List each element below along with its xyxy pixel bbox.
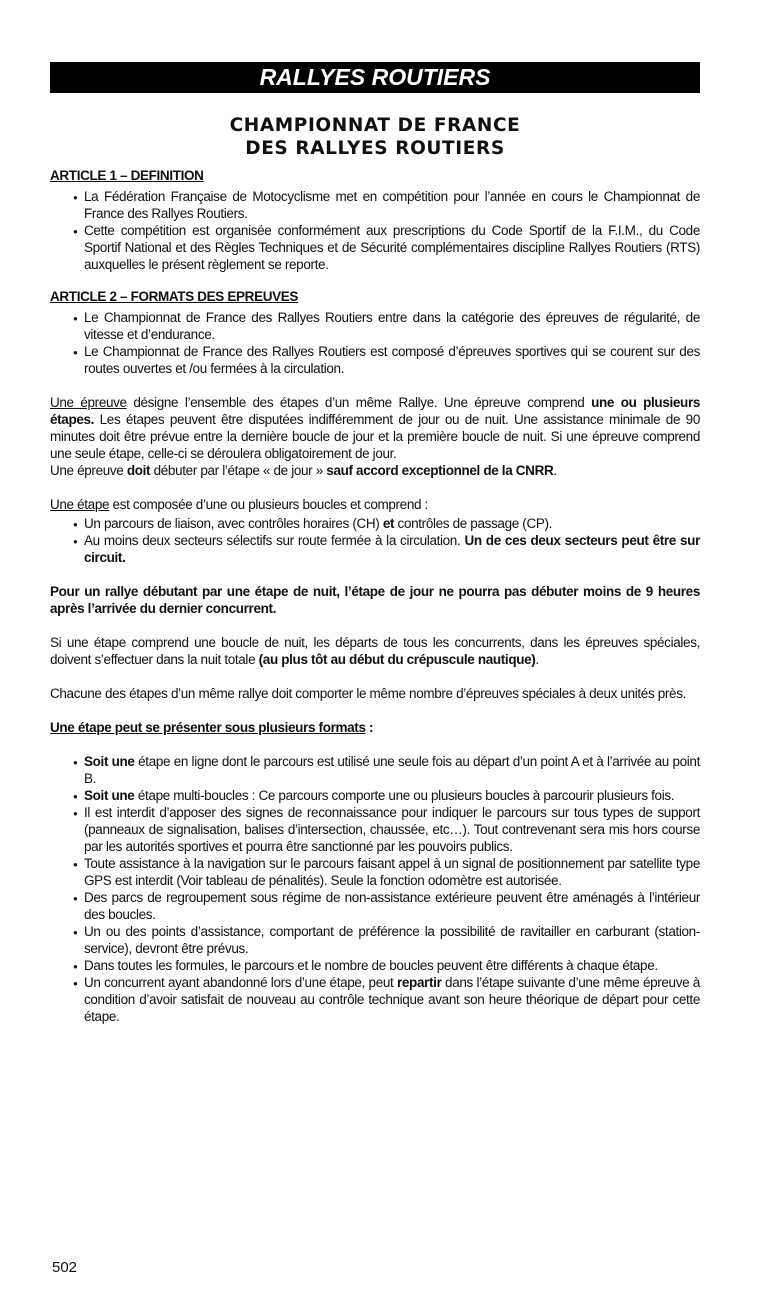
text-span: . (535, 652, 539, 667)
page-title (50, 114, 700, 160)
title-line-2: DES RALLYES ROUTIERS (245, 138, 505, 159)
bold-span: (au plus tôt au début du crépuscule nautique) (258, 652, 536, 667)
text-span: désigne l’ensemble des étapes d’un même Rallye. Une épreuve comprend (126, 395, 592, 410)
night-loop-paragraph (50, 634, 700, 668)
text-span: Les étapes peuvent être disputées indifféremment de jour ou de nuit. Une assistance minimale de 90 minutes doit être prévue entre la dernière boucle de jour et la première boucle de nuit. Si une épreuve comprend une seule étape, celle-ci se déroulera obligatoirement de jour. (50, 412, 700, 461)
etape-term: Une étape (50, 497, 110, 512)
list-item: ● Dans toutes les formules, le parcours et le nombre de boucles peuvent être différents à chaque étape. (76, 957, 700, 974)
list-item: ● Cette compétition est organisée conformément aux prescriptions du Code Sportif de la F.I.M., du Code Sportif National et des Règles Techniques et de Sécurité complémentaires discipline Rallyes Routiers (RTS) auxquelles le présent règlement se reporte. (76, 222, 700, 273)
list-item: ● Le Championnat de France des Rallyes Routiers entre dans la catégorie des épreuves de régularité, de vitesse et d’endurance. (76, 309, 700, 343)
list-item: ● Toute assistance à la navigation sur le parcours faisant appel à un signal de positionnement par satellite type GPS est interdit (Voir tableau de pénalités). Seule la fonction odomètre est autorisée. (76, 855, 700, 889)
list-item: ● Un ou des points d’assistance, comportant de préférence la possibilité de ravitailler en carburant (station-service), devront être prévus. (76, 923, 700, 957)
text-span: dans l’étape suivante d’une même épreuve à condition d’avoir satisfait de nouveau au contrôle technique avant son heure théorique de départ pour cette étape. (84, 975, 700, 1024)
bold-span: Un de ces deux secteurs peut être sur circuit. (84, 533, 700, 565)
text-span: Une épreuve (50, 463, 127, 478)
same-count-paragraph: Chacune des étapes d’un même rallye doit comporter le même nombre d’épreuves spéciales à deux unités près. (50, 686, 687, 701)
etape-paragraph (50, 496, 700, 513)
list-item: ● Il est interdit d’apposer des signes de reconnaissance pour indiquer le parcours sur tous types de support (panneaux de signalisation, balises d’intersection, chaussée, etc…). Tout contrevenant sera mis hors course par les autorités sportives et pourra être sanctionné par les pouvoirs publics. (76, 804, 700, 855)
list-item (76, 753, 700, 787)
bold-span: : (365, 720, 374, 735)
formats-heading (50, 719, 700, 736)
text-span: Au moins deux secteurs sélectifs sur route fermée à la circulation. (84, 533, 465, 548)
article2-list (50, 309, 700, 377)
etape-list (50, 515, 700, 566)
text-span: . (553, 463, 557, 478)
text-span: Si une étape comprend une boucle de nuit, les départs de tous les concurrents, dans les épreuves spéciales, doivent s’effectuer dans la nuit totale (50, 635, 700, 667)
document-body (50, 167, 700, 1025)
text-span: Un concurrent ayant abandonné lors d’une étape, peut (84, 975, 397, 990)
article1-list (50, 188, 700, 273)
list-item (76, 974, 700, 1025)
text-span: étape en ligne dont le parcours est utilisé une seule fois au départ d’un point A et à l’arrivée au point B. (84, 754, 700, 786)
bold-span: Pour un rallye débutant par une étape de nuit, l’étape de jour ne pourra pas débuter moins de 9 heures après l’arrivée du dernier concurrent. (50, 584, 700, 616)
bold-span: Une étape peut se présenter sous plusieurs formats (50, 720, 366, 735)
text-span: étape multi-boucles : Ce parcours comporte une ou plusieurs boucles à parcourir plusieurs fois. (134, 788, 675, 803)
text-span: est composée d’une ou plusieurs boucles et comprend : (109, 497, 428, 512)
list-item: ● La Fédération Française de Motocyclisme met en compétition pour l’année en cours le Championnat de France des Rallyes Routiers. (76, 188, 700, 222)
list-item (76, 515, 700, 532)
epreuve-term: Une épreuve (50, 395, 127, 410)
bold-span: doit (126, 463, 151, 478)
document-page (50, 62, 700, 1025)
list-item (76, 532, 700, 566)
text-span: Un parcours de liaison, avec contrôles horaires (CH) (84, 516, 383, 531)
list-item (76, 787, 700, 804)
bold-span: Soit une (84, 754, 135, 769)
list-item: ● Des parcs de regroupement sous régime de non-assistance extérieure peuvent être aménagés à l’intérieur des boucles. (76, 889, 700, 923)
night-rule-paragraph (50, 583, 700, 617)
bold-span: Soit une (84, 788, 135, 803)
bold-span: sauf accord exceptionnel de la CNRR (326, 463, 554, 478)
formats-list (50, 753, 700, 1025)
page-number: 502 (52, 1259, 78, 1276)
list-item: ● Le Championnat de France des Rallyes Routiers est composé d’épreuves sportives qui se courent sur des routes ouvertes et /ou fermées à la circulation. (76, 343, 700, 377)
bold-span: et (382, 516, 395, 531)
section-banner: RALLYES ROUTIERS (50, 62, 700, 93)
article1-heading: ARTICLE 1 – DEFINITION (50, 168, 204, 183)
article2-heading: ARTICLE 2 – FORMATS DES EPREUVES (50, 289, 299, 304)
text-span: contrôles de passage (CP). (394, 516, 553, 531)
bold-span: repartir (397, 975, 442, 990)
title-line-1: CHAMPIONNAT DE FRANCE (229, 115, 521, 136)
epreuve-paragraph (50, 394, 700, 479)
text-span: débuter par l’étape « de jour » (150, 463, 327, 478)
bold-span: une ou plusieurs étapes. (50, 395, 701, 427)
